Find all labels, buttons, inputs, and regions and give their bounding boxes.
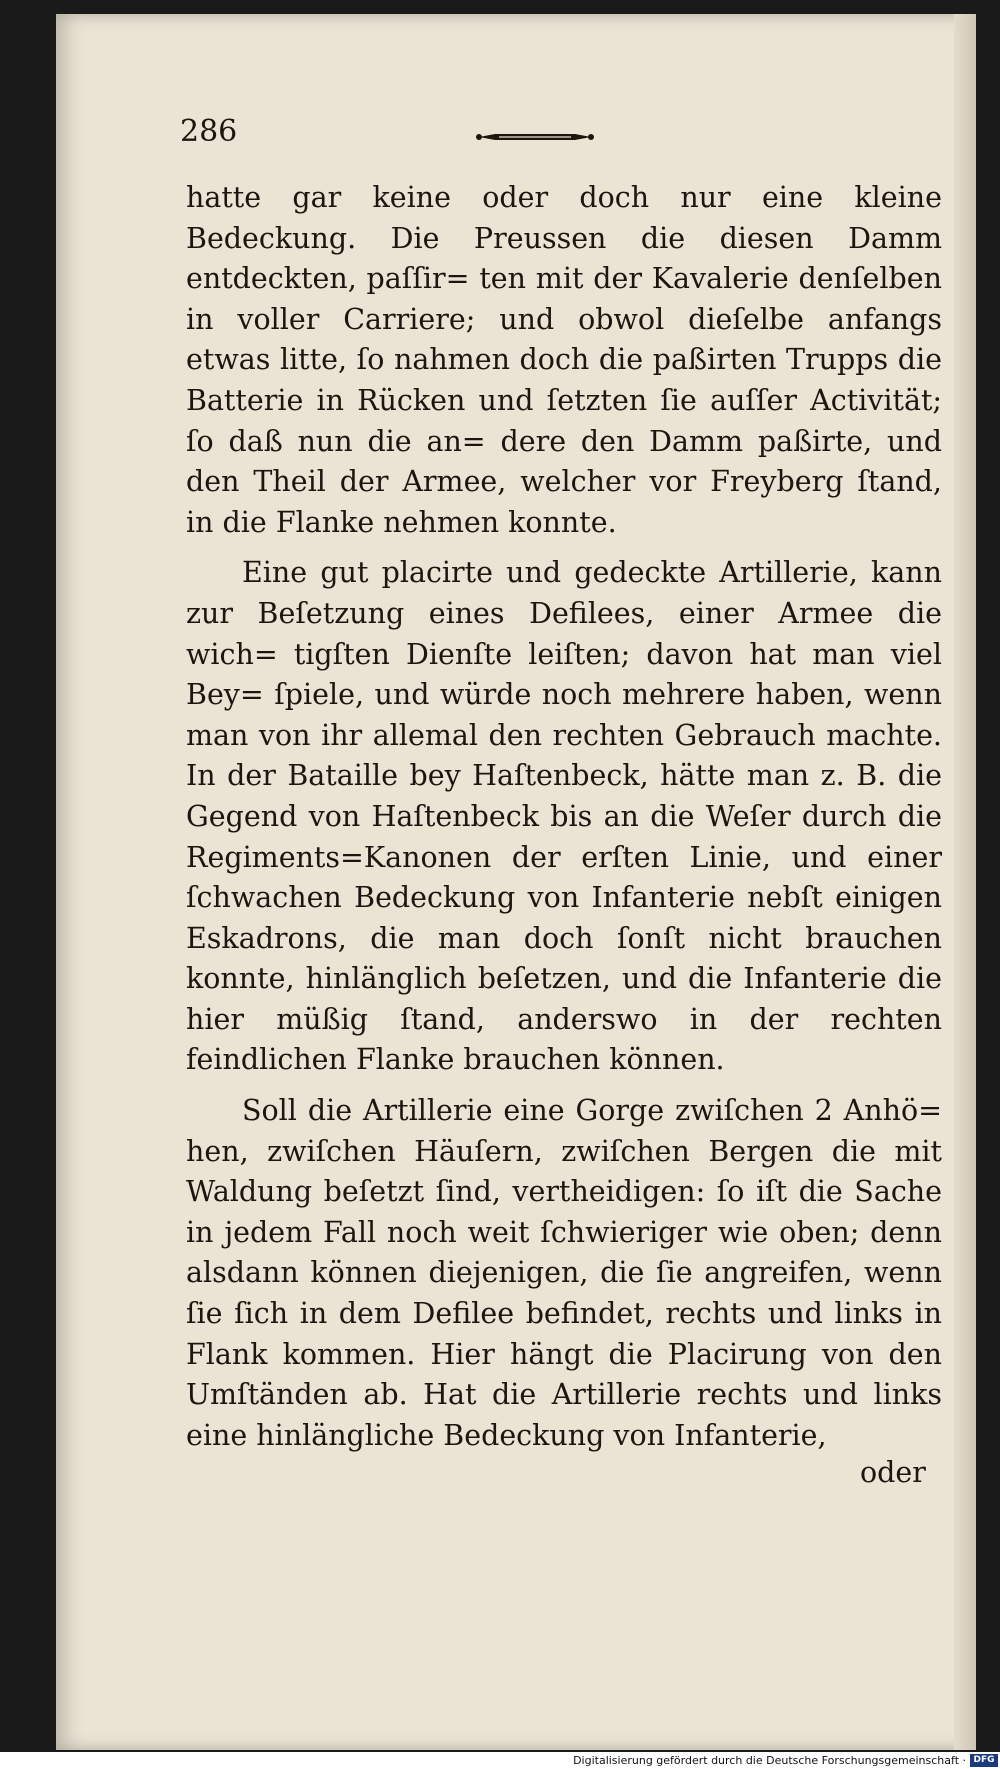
catchword: oder (860, 1456, 926, 1489)
footer-credit-text: Digitalisierung gefördert durch die Deutsche Forschungsgemeinschaft · (573, 1754, 966, 1767)
page-header (180, 110, 740, 160)
dfg-logo: DFG (970, 1754, 998, 1767)
paragraph-gorge: Soll die Artillerie eine Gorge zwiſchen 2 Anhö= hen, zwiſchen Häuſern, zwiſchen Bergen die mit Waldung beſetzt ſind, vertheidigen: ſo iſt die Sache in jedem Fall noch weit ſchwieriger wie oben; denn alsdann können diejenigen, die ſie angreifen, wenn ſie ſich in dem Defilee befindet, rechts und links in Flank kommen. Hier hängt die Placirung von den Umſtänden ab. Hat die Artillerie rechts und links eine hinlängliche Bedeckung von Infanterie, (186, 1094, 942, 1452)
body-text (186, 178, 942, 1456)
paragraph-artillerie-defilee: Eine gut placirte und gedeckte Artillerie, kann zur Beſetzung eines Defilees, einer Armee die wich= tigſten Dienſte leiſten; davon hat man viel Bey= ſpiele, und würde noch mehrere haben, wenn man von ihr allemal den rechten Gebrauch machte. In der Bataille bey Haſtenbeck, hätte man z. B. die Gegend von Haſtenbeck bis an die Weſer durch die Regiments=Kanonen der erſten Linie, und einer ſchwachen Bedeckung von Infanterie nebſt einigen Eskadrons, die man doch ſonſt nicht brauchen konnte, hinlänglich beſetzen, und die Infanterie die hier müßig ſtand, anderswo in der rechten feindlichen Flanke brauchen können. (186, 556, 942, 1077)
page-edge-shadow (954, 14, 976, 1750)
page-number: 286 (180, 114, 238, 149)
header-ornament-rule (475, 130, 595, 144)
paragraph-continued: hatte gar keine oder doch nur eine kleine Bedeckung. Die Preussen die diesen Damm entdeckten, paſſir= ten mit der Kavalerie denſelben in voller Carriere; und obwol dieſelbe anfangs etwas litte, ſo nahmen doch die paßirten Trupps die Batterie in Rücken und ſetzten ſie auſſer Activität; ſo daß nun die an= dere den Damm paßirte, und den Theil der Armee, welcher vor Freyberg ſtand, in die Flanke nehmen konnte. (186, 181, 942, 539)
digitization-footer (0, 1752, 1000, 1769)
